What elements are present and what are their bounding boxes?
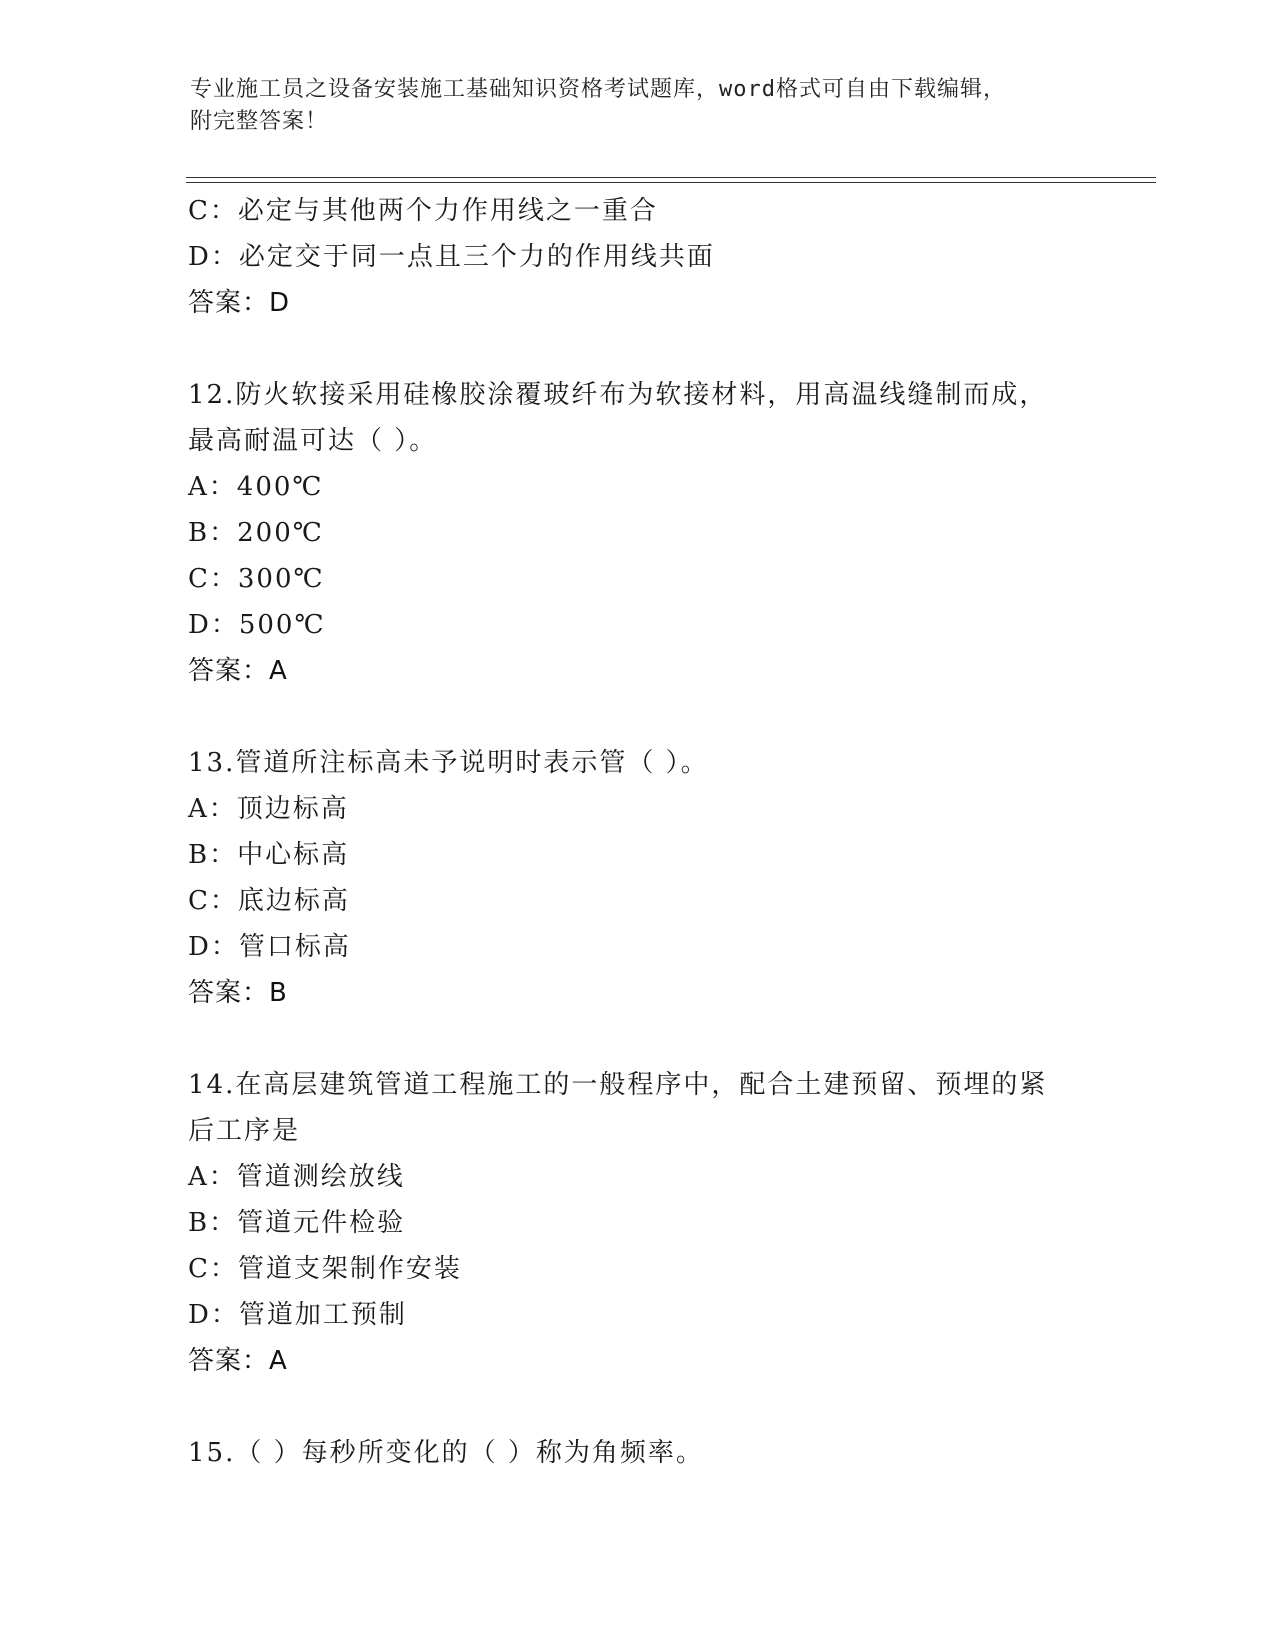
spacer [188,694,1088,740]
option-a: A：400℃ [188,472,324,502]
question-stem: 14.在高层建筑管道工程施工的一般程序中，配合土建预留、预埋的紧 [188,1070,1048,1100]
option-d: D：管口标高 [188,932,351,962]
answer-line: 答案：A [188,1346,288,1376]
option-a: A：管道测绘放线 [188,1162,405,1192]
option-b: B：200℃ [188,518,324,548]
question-stem: 13.管道所注标高未予说明时表示管（ ）。 [188,748,709,778]
header-divider-top [186,177,1156,178]
answer-line: 答案：B [188,978,288,1008]
question-13 [188,740,1088,1016]
question-14 [188,1062,1088,1384]
question-stem: 12.防火软接采用硅橡胶涂覆玻纤布为软接材料，用高温线缝制而成， [188,380,1048,410]
header-divider-bottom [186,182,1156,183]
question-11-continued [188,188,1088,326]
option-d: D：管道加工预制 [188,1300,407,1330]
answer-line: 答案：A [188,656,288,686]
spacer [188,1016,1088,1062]
option-c: C：必定与其他两个力作用线之一重合 [188,196,658,226]
option-b: B：中心标高 [188,840,350,870]
option-d: D：必定交于同一点且三个力的作用线共面 [188,242,715,272]
question-stem: 15.（ ）每秒所变化的（ ）称为角频率。 [188,1438,704,1468]
question-15 [188,1430,1088,1476]
option-a: A：顶边标高 [188,794,349,824]
option-d: D：500℃ [188,610,326,640]
document-header [190,74,1090,138]
option-c: C：管道支架制作安装 [188,1254,462,1284]
spacer [188,1384,1088,1430]
header-line-1: 专业施工员之设备安装施工基础知识资格考试题库，word格式可自由下载编辑， [190,77,1006,102]
question-list [188,188,1088,1476]
option-c: C：底边标高 [188,886,350,916]
header-line-2: 附完整答案！ [190,109,329,134]
question-stem-cont: 后工序是 [188,1116,301,1146]
question-12 [188,372,1088,694]
question-stem-cont: 最高耐温可达（ ）。 [188,426,438,456]
spacer [188,326,1088,372]
option-b: B：管道元件检验 [188,1208,406,1238]
answer-line: 答案：D [188,288,291,318]
option-c: C：300℃ [188,564,325,594]
